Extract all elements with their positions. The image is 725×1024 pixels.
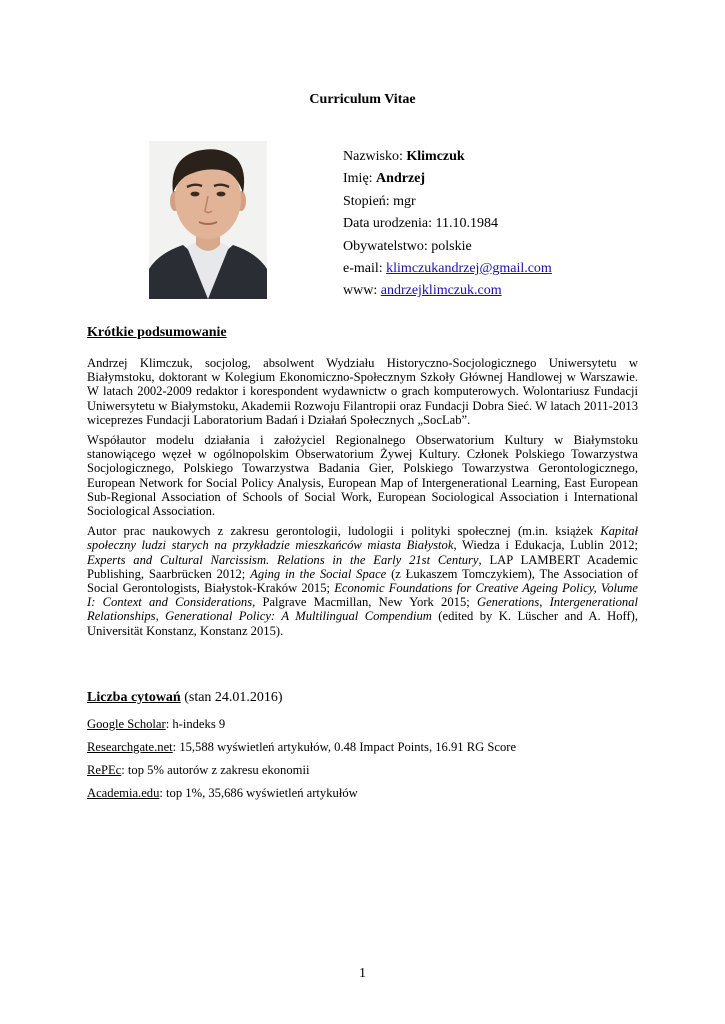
p3-text-6: (edited by K. Lüscher and A. Hoff), Universität Konstanz, Konstanz 2015). [87,609,639,638]
citations-heading [87,690,283,706]
book-title-1: Kapitał społeczny ludzi starych na przykładzie mieszkańców miasta Białystok [87,524,638,553]
book-title-4: Economic Foundations for Creative Ageing Policy, Volume I: Context and Considerations [87,581,638,610]
citation-researchgate [87,740,516,755]
book-title-3: Aging in the Social Space [250,566,387,581]
page-number: 1 [359,966,366,981]
birthdate-value: 11.10.1984 [435,216,498,232]
email-link[interactable]: klimczukandrzej@gmail.com [386,261,552,277]
citizenship-value: polskie [431,238,472,254]
book-title-5: Generations, Intergenerational Relationships, Generational Policy: A Multilingual Compendium [87,595,638,624]
citation-value: : 15,588 wyświetleń artykułów, 0.48 Impact Points, 16.91 RG Score [172,740,517,754]
citizenship-label: Obywatelstwo: [343,238,432,254]
summary-paragraph-2: Współautor modelu działania i założyciel Regionalnego Obserwatorium Kultury w Białymstoku stanowiącego węzeł w ogólnopolskim Obserwatorium Żywej Kultury. Członek Polskiego Towarzystwa Socjologicznego, Polskiego Towarzystwa Badania Gier, Polskiego Towarzystwa Gerontologicznego, European Network for Social Policy Analysis, European Map of Intergenerational Learning, East European Sub-Regional Association of Schools of Social Work, European Sociological Association i International Sociological Association. [87,433,638,519]
citizenship-line [343,236,552,258]
surname-line [343,146,552,168]
summary-paragraph-3 [87,524,638,638]
citations-heading-date: (stan 24.01.2016) [180,690,283,705]
citation-label-researchgate[interactable]: Researchgate.net [87,740,173,754]
citation-academia [87,786,358,801]
www-line [343,280,552,302]
summary-heading: Krótkie podsumowanie [87,325,227,340]
book-title-2: Experts and Cultural Narcissism. Relations in the Early 21st Century [87,552,479,567]
summary-section [87,356,638,644]
citation-label-academia[interactable]: Academia.edu [87,786,160,800]
www-label: www: [343,283,381,299]
degree-value: mgr [393,193,416,209]
citation-value: : top 1%, 35,686 wyświetleń artykułów [159,786,358,800]
birthdate-line [343,213,552,235]
p3-text-3: , LAP LAMBERT Academic Publishing, Saarbrücken 2012; [87,552,638,581]
firstname-label: Imię: [343,171,377,187]
citation-google-scholar [87,717,225,732]
website-link[interactable]: andrzejklimczuk.com [380,283,502,299]
p3-text-1: Autor prac naukowych z zakresu gerontologii, ludologii i polityki społecznej (m.in. książek [87,524,601,539]
birthdate-label: Data urodzenia: [343,216,436,232]
firstname-line [343,168,552,190]
p3-text-5: , Palgrave Macmillan, New York 2015; [252,595,477,610]
citations-heading-title: Liczba cytowań [87,690,181,705]
firstname-value: Andrzej [376,171,426,187]
citation-value: : h-indeks 9 [165,717,226,731]
degree-label: Stopień: [343,193,394,209]
p3-text-4: (z Łukaszem Tomczykiem), The Association of Social Gerontologists, Białystok-Kraków 2015; [87,566,639,596]
citation-value: : top 5% autorów z zakresu ekonomii [121,763,310,777]
email-label: e-mail: [343,261,387,277]
profile-photo [149,141,267,299]
summary-paragraph-1: Andrzej Klimczuk, socjolog, absolwent Wydziału Historyczno-Socjologicznego Uniwersytetu w Białymstoku, doktorant w Kolegium Ekonomiczno-Społecznym Szkoły Głównej Handlowej w Warszawie. W latach 2002-2009 redaktor i korespondent wydawnictw o grach komputerowych. Wolontariusz Fundacji Uniwersytetu w Białymstoku, Akademii Rozwoju Filantropii oraz Fundacji Dobra Sieć. W latach 2011-2013 wiceprezes Fundacji Laboratorium Badań i Działań Społecznych „SocLab”. [87,356,638,427]
page-title: Curriculum Vitae [309,92,416,107]
surname-value: Klimczuk [406,149,465,164]
citation-repec [87,763,309,778]
p3-text-2: , Wiedza i Edukacja, Lublin 2012; [453,538,638,553]
citation-label-google-scholar[interactable]: Google Scholar [87,717,166,731]
surname-label: Nazwisko: [343,149,407,164]
citation-label-repec[interactable]: RePEc [87,763,122,777]
degree-line [343,191,552,213]
email-line [343,258,552,280]
personal-info [343,146,552,303]
